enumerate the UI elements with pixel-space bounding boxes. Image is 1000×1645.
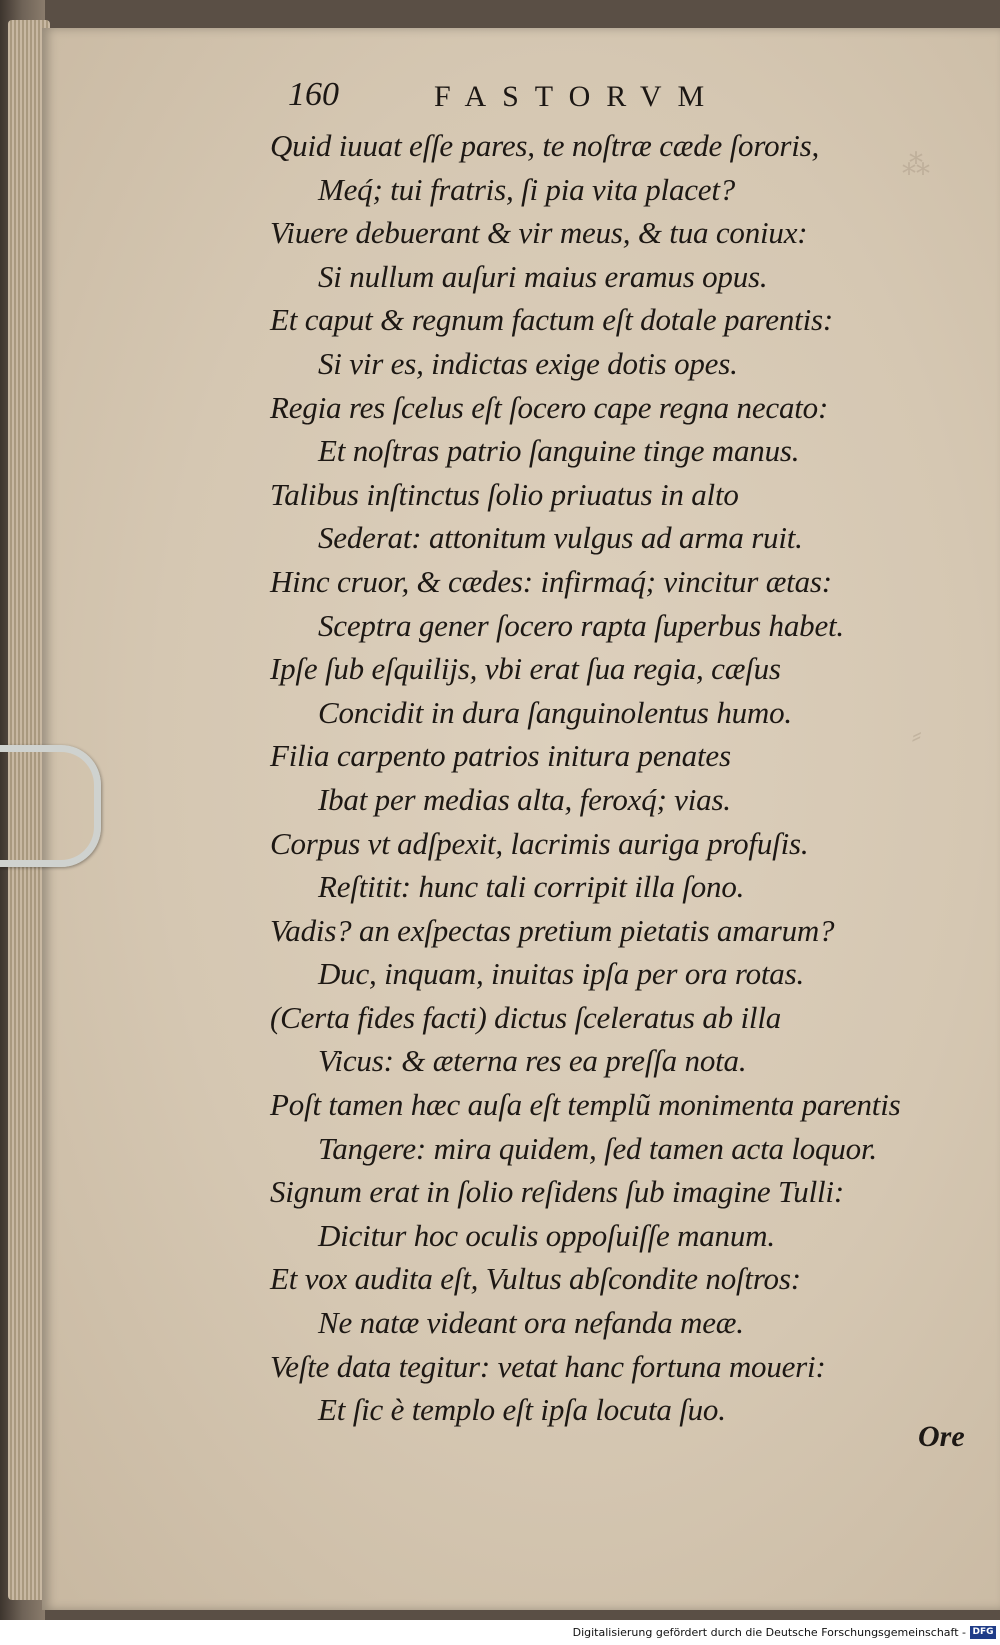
verse-line: Poſt tamen hæc auſa eſt templũ monimenta parentis (270, 1087, 901, 1123)
verse-line: Ipſe ſub eſquilijs, vbi erat ſua regia, cæſus (270, 651, 781, 687)
verse-line: Ibat per medias alta, feroxq́; vias. (318, 781, 731, 817)
bleed-through-mark: ⸗ (912, 718, 922, 751)
verse-line: Et noſtras patrio ſanguine tinge manus. (318, 433, 800, 469)
verse-line: Et caput & regnum factum eſt dotale parentis: (270, 302, 833, 338)
verse-line: Tangere: mira quidem, ſed tamen acta loquor. (318, 1130, 877, 1166)
dfg-logo: DFG (970, 1626, 996, 1639)
verse-line: Sceptra gener ſocero rapta ſuperbus habet. (318, 607, 844, 643)
verse-line: Duc, inquam, inuitas ipſa per ora rotas. (318, 956, 805, 992)
verse-line: Veſte data tegitur: vetat hanc fortuna moueri: (270, 1348, 826, 1384)
verse-line: Vicus: & æterna res ea preſſa nota. (318, 1043, 747, 1079)
verse-line: Meq́; tui fratris, ſi pia vita placet? (318, 171, 736, 207)
footer-credit: Digitalisierung gefördert durch die Deutsche Forschungsgemeinschaft - (572, 1626, 966, 1639)
running-title: FASTORVM (434, 80, 721, 113)
verse-line: Corpus vt adſpexit, lacrimis auriga profuſis. (270, 825, 809, 861)
page-number: 160 (288, 76, 339, 113)
verse-line: Si nullum auſuri maius eramus opus. (318, 258, 768, 294)
verse-line: Concidit in dura ſanguinolentus humo. (318, 694, 792, 730)
verse-line: Quid iuuat eſſe pares, te noſtræ cæde ſororis, (270, 128, 820, 163)
page-clip (0, 745, 101, 867)
verse-line: Et ſic è templo eſt ipſa locuta ſuo. (318, 1392, 726, 1428)
verse-line: Sederat: attonitum vulgus ad arma ruit. (318, 520, 803, 556)
verse-line: Et vox audita eſt, Vultus abſcondite noſtros: (270, 1261, 801, 1297)
digitization-footer (0, 1620, 1000, 1645)
verse-line: Signum erat in ſolio reſidens ſub imagine Tulli: (270, 1174, 844, 1210)
verse-line: (Certa fides facti) dictus ſceleratus ab illa (270, 999, 782, 1035)
verse-line: Talibus inſtinctus ſolio priuatus in alto (270, 476, 739, 512)
verse-line: Viuere debuerant & vir meus, & tua coniux: (270, 215, 808, 251)
verse-line: Si vir es, indictas exige dotis opes. (318, 345, 738, 381)
verse-line: Filia carpento patrios initura penates (270, 738, 731, 774)
poem-text (270, 124, 980, 1432)
running-head (288, 76, 808, 120)
verse-line: Ne natæ videant ora nefanda meæ. (318, 1305, 744, 1341)
catchword: Ore (918, 1420, 965, 1453)
verse-line: Reſtitit: hunc tali corripit illa ſono. (318, 869, 745, 905)
verse-line: Vadis? an exſpectas pretium pietatis amarum? (270, 912, 835, 948)
verse-line: Regia res ſcelus eſt ſocero cape regna necato: (270, 389, 829, 425)
verse-line: Dicitur hoc oculis oppoſuiſſe manum. (318, 1217, 775, 1253)
bleed-through-mark: ⁂ (902, 148, 930, 181)
verse-line: Hinc cruor, & cædes: infirmaq́; vincitur ætas: (270, 563, 832, 599)
